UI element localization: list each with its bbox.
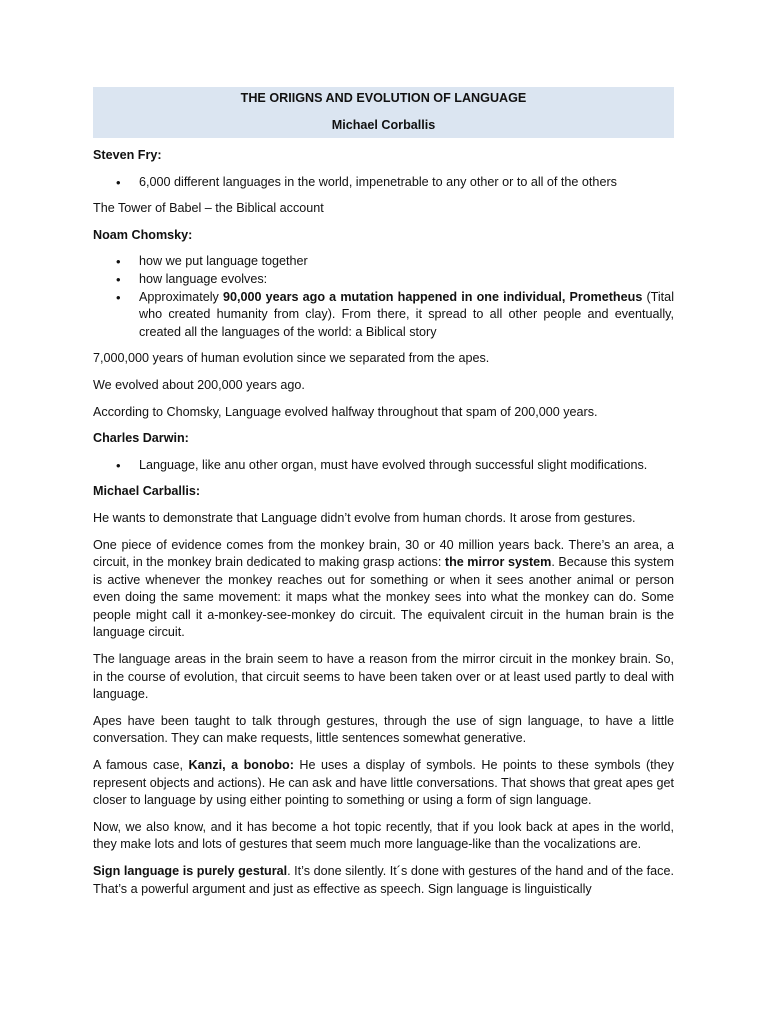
paragraph-text-bold: the mirror system xyxy=(444,555,552,570)
list-item-text-bold: 90,000 years ago a mutation happened in one individual, Prometheus xyxy=(222,289,643,304)
section-heading-fry: Steven Fry: xyxy=(93,148,162,162)
paragraph-gestures: He wants to demonstrate that Language didn’t evolve from human chords. It arose from gestures. xyxy=(93,510,636,525)
paragraph-kanzi xyxy=(93,757,674,810)
list-item-text-start: Approximately xyxy=(139,289,223,304)
darwin-bullet-list xyxy=(93,457,674,475)
list-item-text-end: (Tital who created humanity from clay). From there, it spread to all other people and eventually, created all the languages of the world: a Biblical story xyxy=(139,289,674,339)
document-body xyxy=(93,87,674,898)
paragraph-babel: The Tower of Babel – the Biblical account xyxy=(93,201,324,216)
section-heading-carballis: Michael Carballis: xyxy=(93,484,201,499)
bullet-icon: • xyxy=(116,254,121,270)
bullet-icon: • xyxy=(116,289,121,305)
paragraph-halfway: According to Chomsky, Language evolved halfway throughout that spam of 200,000 years. xyxy=(93,404,598,419)
list-item-text: how language evolves: xyxy=(139,271,268,286)
section-heading-chomsky: Noam Chomsky: xyxy=(93,227,193,242)
paragraph-text-end: He uses a display of symbols. He points to these symbols (they represent objects and actions). He can ask and have little conversations. That shows that great apes get closer to language by using either pointing to something or using a form of sign language. xyxy=(93,758,674,808)
section-heading-darwin: Charles Darwin: xyxy=(93,431,189,446)
title-banner xyxy=(93,87,674,138)
chomsky-bullet-list xyxy=(93,253,674,341)
paragraph-now: Now, we also know, and it has become a hot topic recently, that if you look back at apes in the world, they make lots and lots of gestures that seem much more language-like than the vocalizations are. xyxy=(93,819,674,852)
bullet-icon: • xyxy=(116,457,121,473)
paragraph-evolved: We evolved about 200,000 years ago. xyxy=(93,377,305,392)
list-item xyxy=(93,271,674,289)
list-item xyxy=(93,289,674,342)
paragraph-text-start: One piece of evidence comes from the monkey brain, 30 or 40 million years back. There’s an area, a circuit, in the monkey brain dedicated to making grasp actions: xyxy=(93,537,674,570)
paragraph-language-areas: The language areas in the brain seem to have a reason from the mirror circuit in the monkey brain. So, in the course of evolution, that circuit seems to have been taken over or at least used partly to deal with language. xyxy=(93,652,674,702)
document-author: Michael Corballis xyxy=(331,118,436,132)
list-item-text: Language, like anu other organ, must have evolved through successful slight modifications. xyxy=(139,457,648,472)
document-title: THE ORIIGNS AND EVOLUTION OF LANGUAGE xyxy=(240,91,527,105)
bullet-icon: • xyxy=(116,174,121,190)
paragraph-sign-language xyxy=(93,863,674,898)
paragraph-text-bold: Sign language is purely gestural xyxy=(93,864,288,878)
list-item-text: how we put language together xyxy=(139,254,308,269)
paragraph-text-bold: Kanzi, a bonobo: xyxy=(188,758,294,773)
list-item xyxy=(93,457,674,475)
bullet-icon: • xyxy=(116,271,121,287)
paragraph-monkey-brain xyxy=(93,537,674,643)
paragraph-evolution: 7,000,000 years of human evolution since we separated from the apes. xyxy=(93,351,490,366)
list-item xyxy=(93,174,674,192)
fry-bullet-list xyxy=(93,174,674,192)
list-item-text: 6,000 different languages in the world, impenetrable to any other or to all of the others xyxy=(139,174,617,189)
list-item xyxy=(93,253,674,271)
paragraph-apes: Apes have been taught to talk through gestures, through the use of sign language, to have a little conversation. They can make requests, little sentences somewhat generative. xyxy=(93,713,674,746)
paragraph-text-start: A famous case, xyxy=(93,758,189,773)
paragraph-text-end: . It’s done silently. It´s done with gestures of the hand and of the face. That’s a powerful argument and just as effective as speech. Sign language is linguistically xyxy=(93,864,674,896)
paragraph-text-end: . Because this system is active whenever the monkey reaches out for something or when it sees another animal or person even doing the same movement: it maps what the monkey sees into what the monkey can do. Some people might call it a-monkey-see-monkey do circuit. The equivalent circuit in the human brain is the language circuit. xyxy=(93,555,674,640)
